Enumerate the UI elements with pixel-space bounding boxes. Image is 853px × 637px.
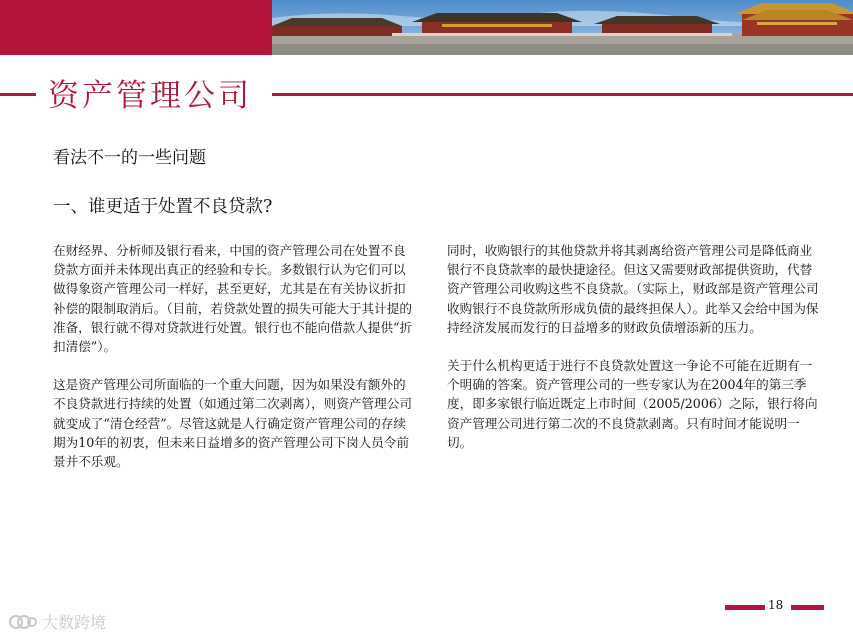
page-title: 资产管理公司 bbox=[48, 78, 252, 114]
left-paragraph: 这是资产管理公司所面临的一个重大问题，因为如果没有额外的不良贷款进行持续的处置（如通过第二次剥离），则资产管理公司就变成了“清仓经营”。尽管这就是人行确定资产管理公司的存续期为10年的初衷，但未来日益增多的资产管理公司下岗人员令前景并不乐观。 bbox=[53, 377, 412, 470]
watermark-text: 大数跨境 bbox=[42, 613, 107, 632]
footer-bar-right bbox=[791, 605, 824, 610]
header-color-block bbox=[0, 0, 272, 55]
right-column bbox=[447, 241, 822, 471]
right-paragraph: 关于什么机构更适于进行不良贷款处置这一争论不可能在近期有一个明确的答案。资产管理公司的一些专家认为在2004年的第三季度，即多家银行临近既定上市时间（2005/2006）之际，银行将向资产管理公司进行第二次的不良贷款剥离。只有时间才能说明一切。 bbox=[447, 358, 818, 450]
page-number: 18 bbox=[768, 598, 784, 612]
footer-bar-left bbox=[725, 605, 765, 610]
watermark bbox=[8, 610, 106, 633]
header-palace-photo bbox=[272, 0, 853, 55]
left-column bbox=[53, 241, 415, 490]
title-rule-right bbox=[272, 93, 853, 96]
title-rule-left bbox=[0, 93, 36, 96]
right-paragraph: 同时，收购银行的其他贷款并将其剥离给资产管理公司是降低商业银行不良贷款率的最快捷途径。但这又需要财政部提供资助，代替资产管理公司收购这些不良贷款。（实际上，财政部是资产管理公司收购银行不良贷款所形成负债的最终担保人）。此举又会给中国为保持经济发展而发行的日益增多的财政负债增添新的压力。 bbox=[447, 243, 819, 335]
section-question: 一、谁更适于处置不良贷款? bbox=[53, 197, 273, 217]
left-paragraph: 在财经界、分析师及银行看来，中国的资产管理公司在处置不良贷款方面并未体现出真正的经验和专长。多数银行认为它们可以做得象资产管理公司一样好，甚至更好，尤其是在有关协议折扣补偿的限制取消后。（目前，若贷款处置的损失可能大于其计提的准备，银行就不得对贷款进行处置。银行也不能向借款人提供“折扣清偿”）。 bbox=[53, 243, 413, 355]
section-subtitle: 看法不一的一些问题 bbox=[53, 148, 206, 168]
watermark-logo-icon bbox=[8, 612, 38, 632]
